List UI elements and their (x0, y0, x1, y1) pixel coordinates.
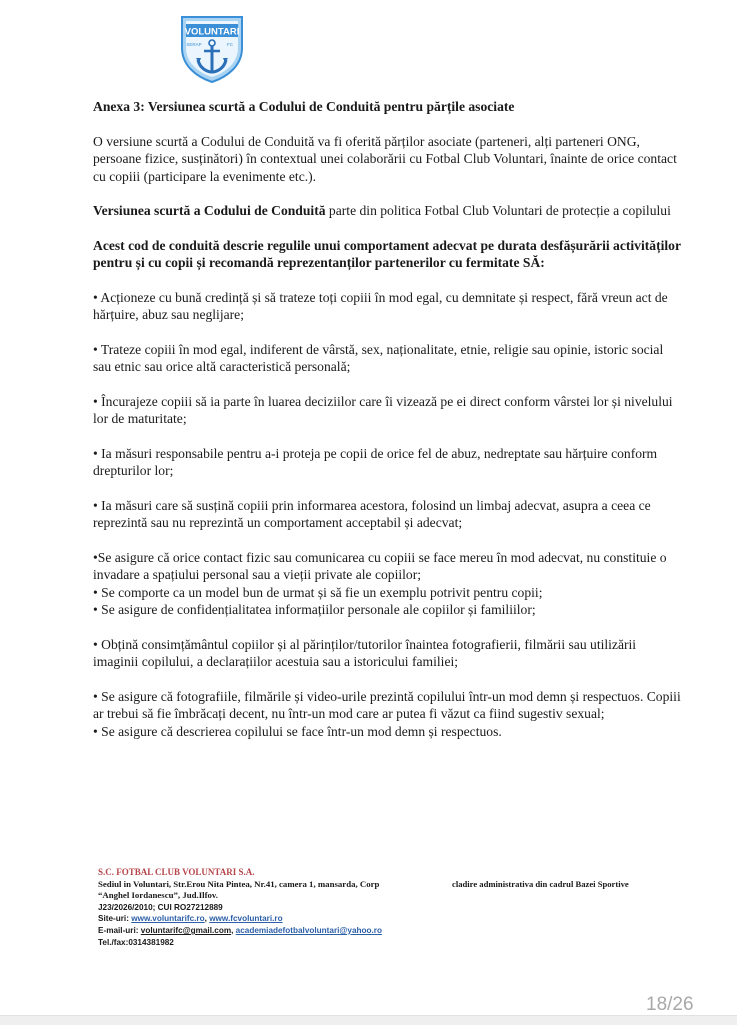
bullet-item: • Încurajeze copiii să ia parte în luarea deciziilor care îi vizează pe ei direct conform vârstei lor și nivelului lor de maturitate; (93, 393, 673, 426)
page-counter: 18/26 (646, 994, 694, 1015)
footer-phone: Tel./fax:0314381982 (98, 937, 174, 947)
intro-paragraph: O versiune scurtă a Codului de Conduită va fi oferită părților asociate (parteneri, alți parteneri ONG, persoane fizice, susținători) în contextual unei colaborării cu Fotbal Club Voluntari, înainte de orice contact cu copiii (participare la evenimente etc.). (93, 133, 677, 184)
bullet-item: • Obțină consimțământul copiilor și al părinților/tutorilor înaintea fotografierii, filmării sau utilizării imaginii copilului, a declarațiilor acestuia sau a istoricului familiei; (93, 636, 637, 669)
site-link-voluntarifc[interactable]: www.voluntarifc.ro (131, 914, 205, 924)
email-link-academie[interactable]: academiadefotbalvoluntari@yahoo.ro (235, 925, 382, 935)
bullet-group (93, 289, 683, 324)
bullet-item: • Ia măsuri responsabile pentru a-i proteja pe copii de orice fel de abuz, nedreptate sau hărțuire conform drepturilor lor; (93, 445, 658, 478)
bullet-item: • Se asigure că fotografiile, filmările și video-urile prezintă copilului într-un mod demn și respectuos. Copiii ar trebui să fie îmbrăcați decent, nu într-un mod care ar putea fi văzut ca fiind sugestiv sexual; (93, 688, 681, 721)
footer-company-name: S.C. FOTBAL CLUB VOLUNTARI S.A. (98, 867, 255, 877)
policy-paragraph (93, 202, 683, 220)
bullet-group (93, 636, 683, 671)
policy-rest-text: parte din politica Fotbal Club Voluntari de protecție a copilului (325, 203, 671, 218)
bullet-item: • Trateze copiii în mod egal, indiferent de vârstă, sex, naționalitate, etnie, religie sau opinie, istoric social sau etnic sau orice altă caracteristică personală; (93, 341, 664, 374)
annex-heading: Anexa 3: Versiunea scurtă a Codului de Conduită pentru părțile asociate (93, 99, 515, 114)
footer-emails (98, 925, 698, 937)
sites-separator: , (204, 914, 210, 924)
bullet-group (93, 445, 683, 480)
bullet-group (93, 497, 683, 532)
bullet-item: • Se asigure de confidențialitatea informațiilor personale ale copiilor și familiilor; (93, 602, 536, 617)
logo-name: VOLUNTARI (184, 26, 240, 38)
bullet-item: • Se comporte ca un model bun de urmat și să fie un exemplu potrivit pentru copii; (93, 584, 543, 600)
footer-sites (98, 913, 698, 925)
sites-label: Site-uri: (98, 914, 132, 924)
bullet-group (93, 341, 683, 376)
bullet-group (93, 393, 683, 428)
rules-intro: Acest cod de conduită descrie regulile unui comportament adecvat pe durata desfășurării activităților pentru și cu copii și recomandă reprezentanților partenerilor cu fermitate SĂ: (93, 237, 681, 270)
letterhead-footer (98, 867, 698, 948)
footer-address-right: cladire administrativa din cadrul Bazei Sportive (452, 879, 629, 889)
bullet-item: • Ia măsuri care să susțină copiii prin informarea acestora, folosind un limbaj adecvat, asupra a ceea ce reprezintă sau nu reprezintă un comportament acceptabil și adecvat; (93, 497, 651, 530)
logo-right-text: FC (227, 42, 233, 47)
emails-label: E-mail-uri: (98, 925, 141, 935)
policy-bold-text: Versiunea scurtă a Codului de Conduită (93, 203, 326, 218)
document-body (93, 98, 683, 757)
bullet-group (93, 549, 683, 619)
logo-left-text: SERAP (186, 42, 202, 47)
site-link-fcvoluntari[interactable]: www.fcvoluntari.ro (209, 914, 283, 924)
bullet-group (93, 688, 683, 741)
voluntari-crest-icon (179, 14, 245, 84)
footer-address-line1: Sediul in Voluntari, Str.Erou Nita Pintea, Nr.41, camera 1, mansarda, Corp (98, 878, 380, 889)
footer-registry: J23/2026/2010; CUI RO27212889 (98, 902, 223, 912)
bullet-item: • Acționeze cu bună credință și să trateze toți copiii în mod egal, cu demnitate și respect, fără vreun act de hărțuire, abuz sau neglijare; (93, 289, 668, 322)
bullet-item: • Se asigure că descrierea copilului se face într-un mod demn și respectuos. (93, 723, 502, 739)
email-link-gmail[interactable]: voluntarifc@gmail.com (140, 925, 232, 935)
emails-separator: , (231, 925, 236, 935)
bullet-item: •Se asigure că orice contact fizic sau comunicarea cu copiii se face mereu în mod adecvat, nu constituie o invadare a spațiului personal sau a vieții private ale copiilor; (93, 549, 667, 582)
club-logo (179, 14, 245, 84)
footer-address-line2: “Anghel Iordanescu”, Jud.Ilfov. (98, 890, 219, 901)
